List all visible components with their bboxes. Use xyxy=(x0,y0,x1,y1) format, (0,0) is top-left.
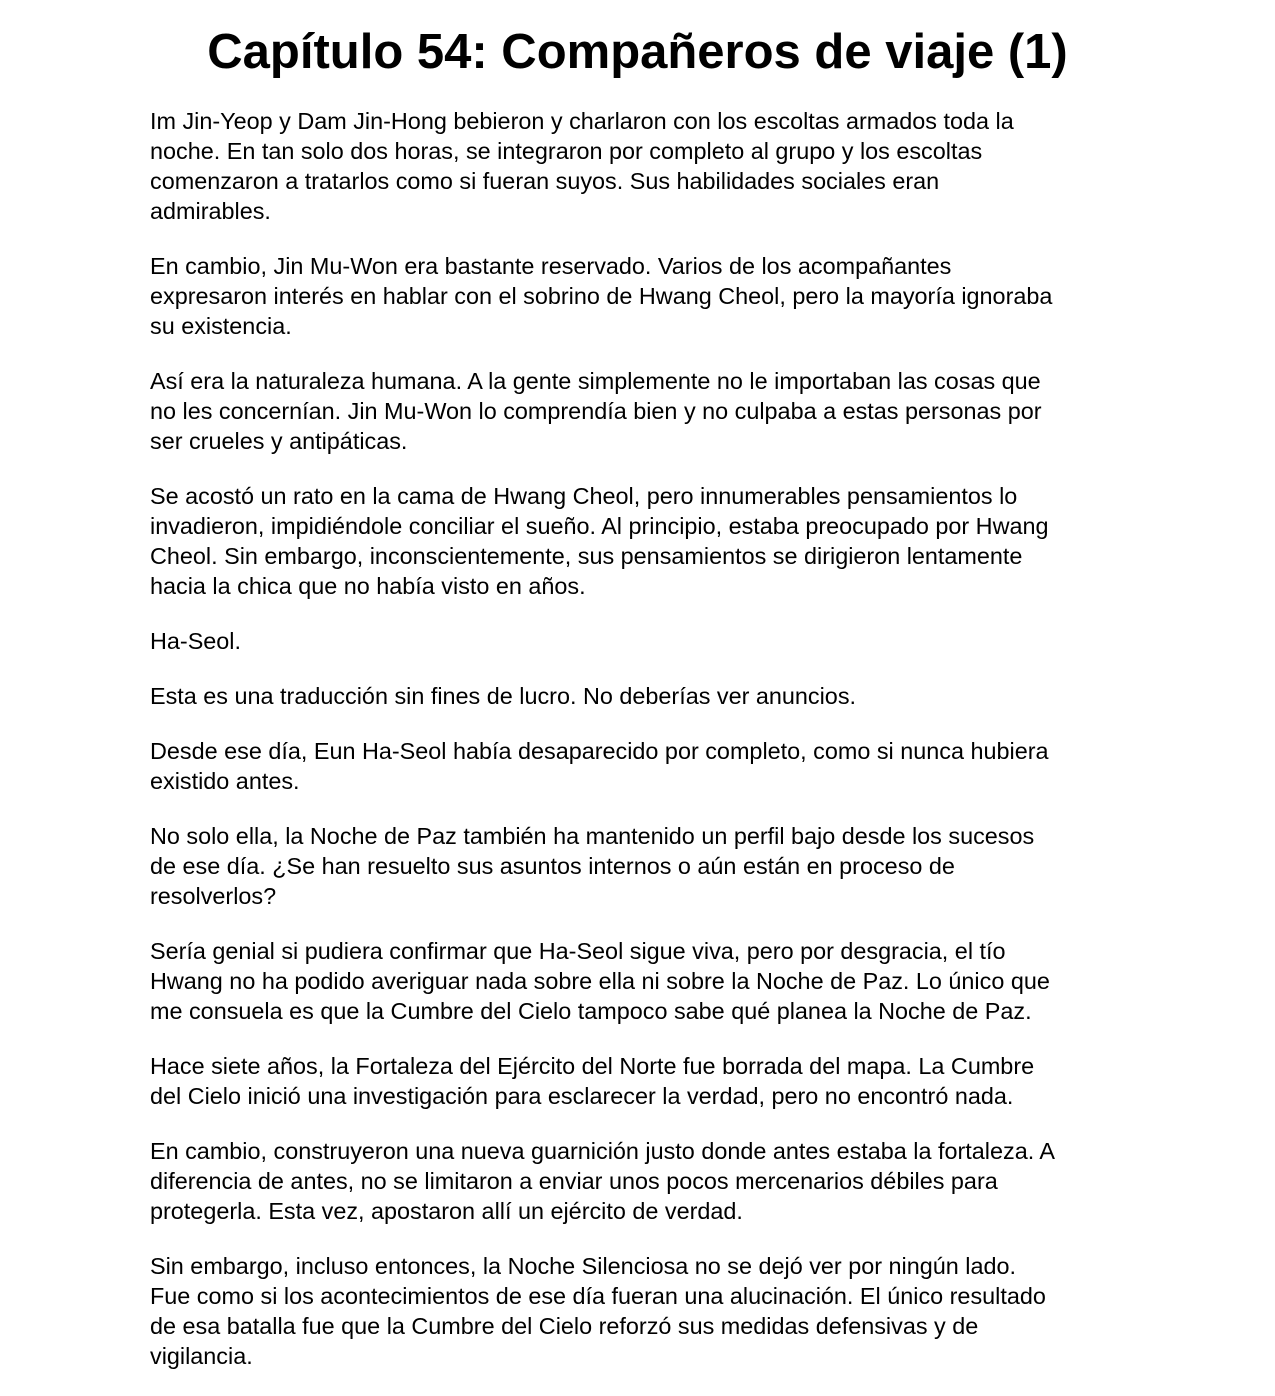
paragraph: Desde ese día, Eun Ha-Seol había desaparecido por completo, como si nunca hubiera existido antes. xyxy=(150,738,1049,794)
paragraph: Se acostó un rato en la cama de Hwang Cheol, pero innumerables pensamientos lo invadieron, impidiéndole conciliar el sueño. Al principio, estaba preocupado por Hwang Cheol. Sin embargo, inconscientemente, sus pensamientos se dirigieron lentamente hacia la chica que no había visto en años. xyxy=(150,483,1049,599)
paragraph: Ha-Seol. xyxy=(150,628,242,654)
paragraph: Sería genial si pudiera confirmar que Ha-Seol sigue viva, pero por desgracia, el tío Hwang no ha podido averiguar nada sobre ella ni sobre la Noche de Paz. Lo único que me consuela es que la Cumbre del Cielo tampoco sabe qué planea la Noche de Paz. xyxy=(150,938,1050,1024)
paragraph: No solo ella, la Noche de Paz también ha mantenido un perfil bajo desde los sucesos de ese día. ¿Se han resuelto sus asuntos internos o aún están en proceso de resolverlos? xyxy=(150,823,1035,909)
paragraph: Sin embargo, incluso entonces, la Noche Silenciosa no se dejó ver por ningún lado. Fue como si los acontecimientos de ese día fueran una alucinación. El único resultado de esa batalla fue que la Cumbre del Cielo reforzó sus medidas defensivas y de vigilancia. xyxy=(150,1253,1046,1369)
paragraph: En cambio, Jin Mu-Won era bastante reservado. Varios de los acompañantes expresaron interés en hablar con el sobrino de Hwang Cheol, pero la mayoría ignoraba su existencia. xyxy=(150,253,1053,339)
chapter-title: Capítulo 54: Compañeros de viaje (1) xyxy=(207,25,1068,79)
paragraph: Im Jin-Yeop y Dam Jin-Hong bebieron y charlaron con los escoltas armados toda la noche. En tan solo dos horas, se integraron por completo al grupo y los escoltas comenzaron a tratarlos como si fueran suyos. Sus habilidades sociales eran admirables. xyxy=(150,108,1014,224)
translation-notice: Esta es una traducción sin fines de lucro. No deberías ver anuncios. xyxy=(150,683,857,709)
paragraph: En cambio, construyeron una nueva guarnición justo donde antes estaba la fortaleza. A diferencia de antes, no se limitaron a enviar unos pocos mercenarios débiles para protegerla. Esta vez, apostaron allí un ejército de verdad. xyxy=(150,1138,1056,1224)
paragraph: Hace siete años, la Fortaleza del Ejército del Norte fue borrada del mapa. La Cumbre del Cielo inició una investigación para esclarecer la verdad, pero no encontró nada. xyxy=(150,1053,1035,1109)
paragraph: Así era la naturaleza humana. A la gente simplemente no le importaban las cosas que no les concernían. Jin Mu-Won lo comprendía bien y no culpaba a estas personas por ser crueles y antipáticas. xyxy=(150,368,1042,454)
chapter-body xyxy=(150,106,1130,1396)
